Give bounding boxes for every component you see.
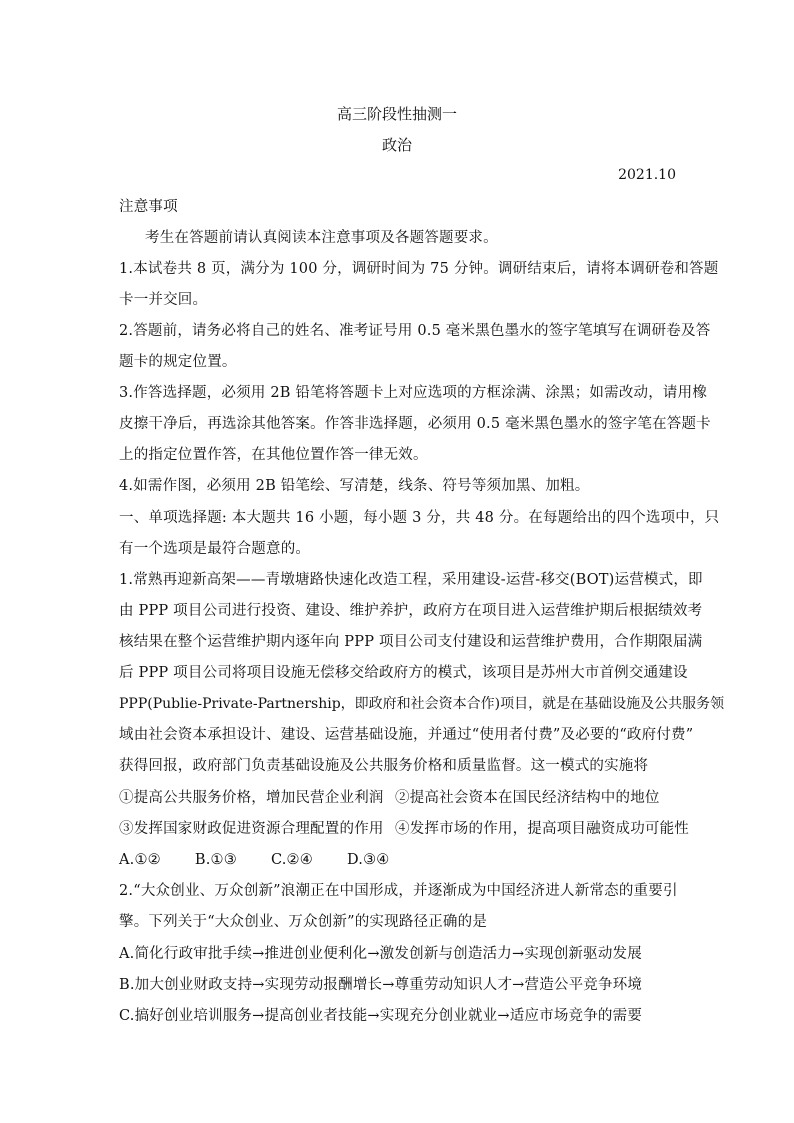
question-2-option-a[interactable]: A.简化行政审批手续→推进创业便利化→激发创新与创造活力→实现创新驱动发展: [119, 946, 642, 962]
question-2-text: 2.“大众创业、万众创新”浪潮正在中国形成，并逐渐成为中国经济进人新常态的重要引: [119, 883, 678, 899]
answer-option-b[interactable]: B.①③: [194, 852, 237, 868]
notice-intro: 考生在答题前请认真阅读本注意事项及各题答题要求。: [145, 230, 498, 246]
question-1-text: 获得回报，政府部门负责基础设施及公共服务价格和质量监督。这一模式的实施将: [119, 758, 649, 774]
question-1-text: 核结果在整个运营维护期内逐年向 PPP 项目公司支付建设和运营维护费用，合作期限届满: [119, 634, 703, 650]
question-2-option-c[interactable]: C.搞好创业培训服务→提高创业者技能→实现充分创业就业→适应市场竞争的需要: [119, 1008, 643, 1024]
notice-line: 2.答题前，请务必将自己的姓名、准考证号用 0.5 毫米黑色墨水的签字笔填写在调研卷及答: [119, 323, 711, 339]
answer-option-c[interactable]: C.②④: [270, 852, 313, 868]
question-1-statements-row: [119, 788, 679, 808]
question-1-text: PPP(Publie-Private-Partnership，即政府和社会资本合作)项目，就是在基础设施及公共服务领: [119, 696, 725, 712]
question-1-statements-row: [119, 819, 689, 839]
answer-option-d[interactable]: D.③④: [346, 852, 390, 868]
notice-line: 4.如需作图，必须用 2B 铅笔绘、写清楚，线条、符号等须加黑、加粗。: [119, 478, 590, 494]
section-heading: 一、单项选择题: 本大题共 16 小题，每小题 3 分，共 48 分。在每题给出的四个选项中，只: [119, 510, 720, 526]
notice-line: 卡一并交回。: [119, 292, 208, 308]
statement-1: ①提高公共服务价格，增加民营企业利润: [119, 790, 384, 806]
answer-option-a[interactable]: A.①②: [119, 852, 161, 868]
question-2-text: 擎。下列关于“大众创业、万众创新”的实现路径正确的是: [119, 914, 488, 930]
notice-line: 题卡的规定位置。: [119, 354, 237, 370]
question-2-option-b[interactable]: B.加大创业财政支持→实现劳动报酬增长→尊重劳动知识人才→营造公平竞争环境: [119, 977, 643, 993]
exam-title: 高三阶段性抽测一: [336, 105, 457, 123]
notice-line: 上的指定位置作答，在其他位置作答一律无效。: [119, 447, 428, 463]
notice-line: 3.作答选择题，必须用 2B 铅笔将答题卡上对应选项的方框涂满、涂黑；如需改动，请用橡: [119, 385, 708, 401]
section-heading-cont: 有一个选项是最符合题意的。: [119, 541, 311, 557]
question-1-text: 1.常熟再迎新高架——青墩塘路快速化改造工程，采用建设-运营-移交(BOT)运营模式，即: [119, 572, 703, 588]
question-1-answers: [119, 850, 679, 870]
notice-line: 皮擦干净后，再选涂其他答案。作答非选择题，必须用 0.5 毫米黑色墨水的签字笔在答题卡: [119, 416, 711, 432]
question-1-text: 后 PPP 项目公司将项目设施无偿移交给政府方的模式，该项目是苏州大市首例交通建设: [119, 665, 688, 681]
statement-3: ③发挥国家财政促进资源合理配置的作用: [119, 821, 384, 837]
exam-date: 2021.10: [618, 167, 676, 183]
question-1-text: 由 PPP 项目公司进行投资、建设、维护养护，政府方在项目进入运营维护期后根据绩效考: [119, 603, 703, 619]
notice-heading: 注意事项: [119, 199, 178, 215]
question-1-text: 域由社会资本承担设计、建设、运营基础设施，并通过“使用者付费”及必要的“政府付费”: [119, 727, 694, 743]
notice-line: 1.本试卷共 8 页，满分为 100 分，调研时间为 75 分钟。调研结束后，请将本调研卷和答题: [119, 261, 719, 277]
statement-4: ④发挥市场的作用，提高项目融资成功可能性: [395, 821, 689, 837]
subject-title: 政治: [381, 136, 412, 154]
statement-2: ②提高社会资本在国民经济结构中的地位: [395, 790, 660, 806]
